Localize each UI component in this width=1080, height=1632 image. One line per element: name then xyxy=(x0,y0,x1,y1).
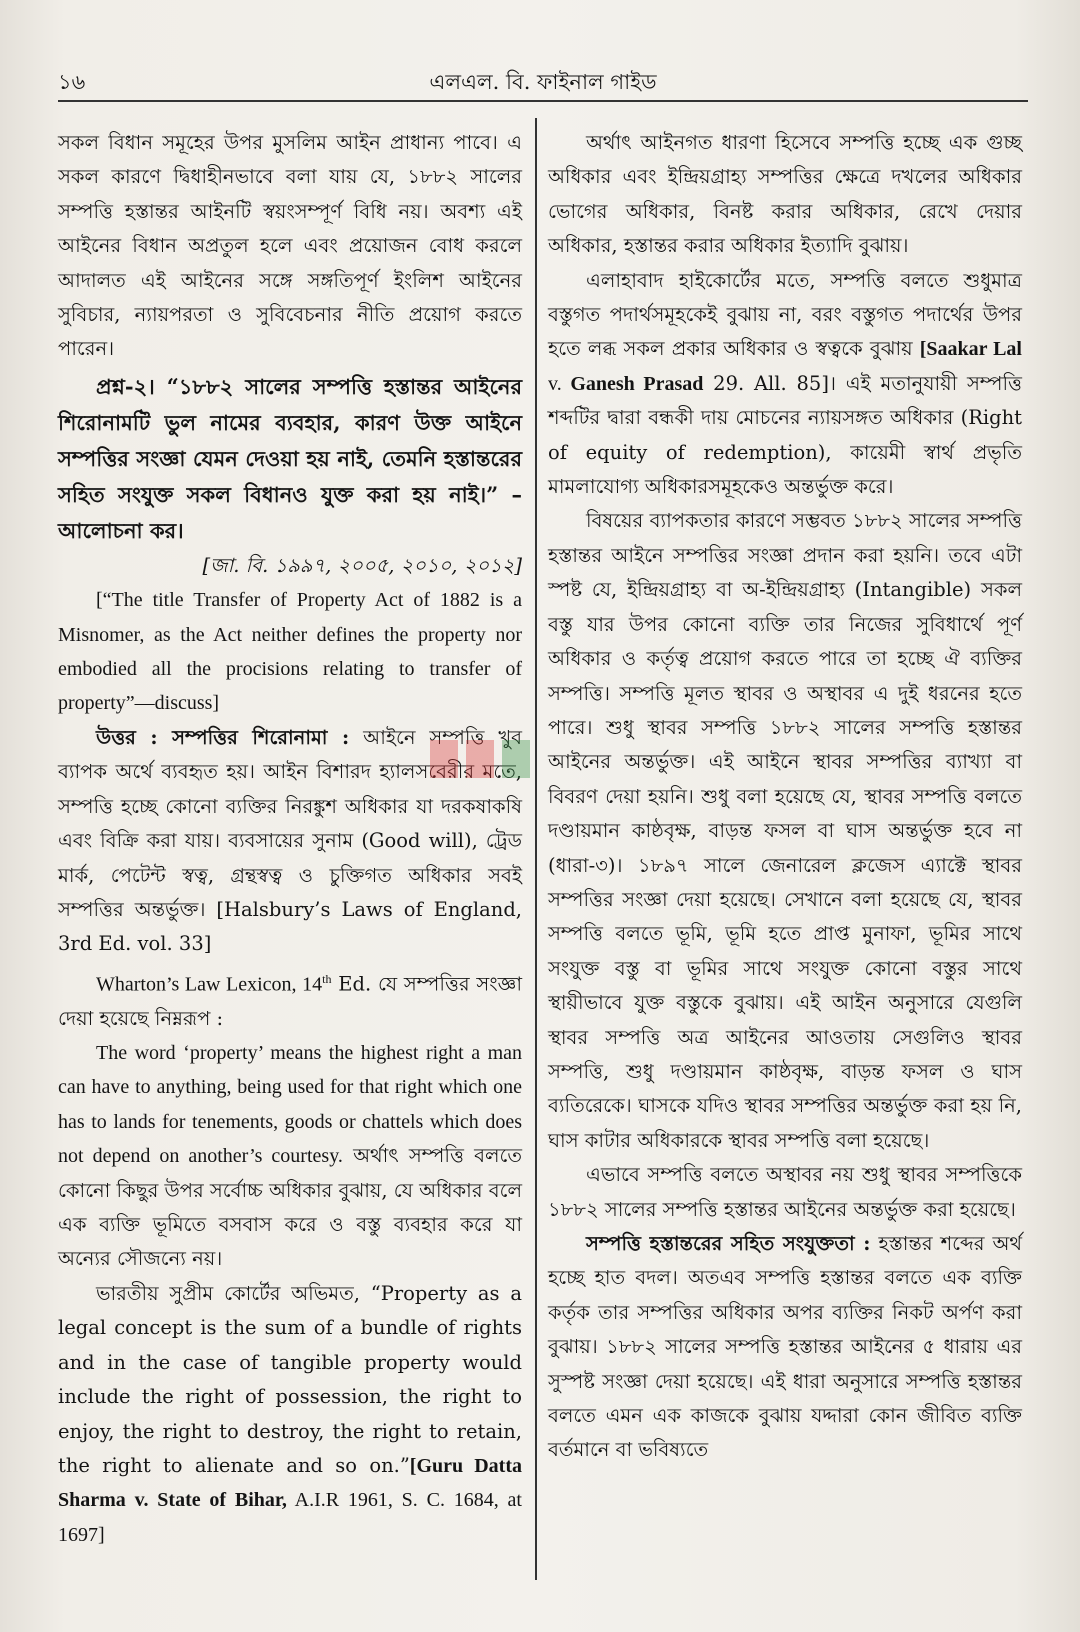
transfer-text: হস্তান্তর শব্দের অর্থ হচ্ছে হাত বদল। অতএব সম্পত্তি হস্তান্তর বলতে এক ব্যক্তি কর্তৃক তার সম্পত্তির অধিকার অপর ব্যক্তির নিকট অর্পণ করা বুঝায়। ১৮৮২ সালের সম্পত্তি হস্তান্তর আইনের ৫ ধারায় এর সুস্পষ্ট সংজ্ঞা দেয়া হয়েছে। এই ধারা অনুসারে সম্পত্তি হস্তান্তর বলতে এমন এক কাজকে বুঝায় যদ্দারা কোন জীবিত ব্যক্তি বর্তমানে বা ভবিষ্যতে xyxy=(548,1232,1022,1462)
wharton-superscript: th xyxy=(322,971,332,986)
page-number: ১৬ xyxy=(58,70,86,94)
question-reference: [জা. বি. ১৯৯৭, ২০০৫, ২০১০, ২০১২] xyxy=(202,553,522,577)
watermark-logo xyxy=(430,740,550,786)
supreme-court-paragraph xyxy=(58,1277,522,1552)
english-question: [“The title Transfer of Property Act of 1882 is a Misnomer, as the Act neither defines the property nor embodied all the procisions relating to transfer of property”—discuss] xyxy=(58,589,522,715)
right-paragraph-2 xyxy=(548,264,1022,505)
question-heading: প্রশ্ন-২। “১৮৮২ সালের সম্পত্তি হস্তান্তর আইনের শিরোনামটি ভুল নামের ব্যবহার, কারণ উক্ত আইনে সম্পত্তির সংজ্ঞা যেমন দেওয়া হয় নাই, তেমনি হস্তান্তরের সহিত সংযুক্ত সকল বিধানও যুক্ত করা হয় নাই।” –আলোচনা কর। xyxy=(58,373,522,543)
right-paragraph-3: বিষয়ের ব্যাপকতার কারণে সম্ভবত ১৮৮২ সালের সম্পত্তি হস্তান্তর আইনে সম্পত্তির সংজ্ঞা প্রদান করা হয়নি। তবে এটা স্পষ্ট যে, ইন্দ্রিয়গ্রাহ্য বা অ-ইন্দ্রিয়গ্রাহ্য (Intangible) সকল বস্তু যার উপর কোনো ব্যক্তি তার নিজের সুবিধার্থে পূর্ণ অধিকার ও কর্তৃত্ব প্রয়োগ করতে পারে তা হচ্ছে ঐ ব্যক্তির সম্পত্তি। সম্পত্তি মূলত স্থাবর ও অস্থাবর এ দুই ধরনের হতে পারে। শুধু স্থাবর সম্পত্তি ১৮৮২ সালের সম্পত্তি হস্তান্তর আইনের অন্তর্ভুক্ত। এই আইনে স্থাবর সম্পত্তির ব্যাখ্যা বা বিবরণ দেয়া হয়নি। শুধু বলা হয়েছে যে, স্থাবর সম্পত্তি বলতে দণ্ডায়মান কাষ্ঠবৃক্ষ, বাড়ন্ত ফসল বা ঘাস অন্তর্ভুক্ত হবে না (ধারা-৩)। ১৮৯৭ সালে জেনারেল ক্লজেস এ্যাক্টে স্থাবর সম্পত্তির সংজ্ঞা দেয়া হয়েছে। সেখানে বলা হয়েছে যে, স্থাবর সম্পত্তি বলতে ভূমি, ভূমি হতে প্রাপ্ত মুনাফা, ভূমির সাথে সংযুক্ত বস্তু বা ভূমির সাথে সংযুক্ত কোনো বস্তুর সাথে স্থায়ীভাবে যুক্ত বস্তুকে বুঝায়। এই আইন অনুসারে যেগুলি স্থাবর সম্পত্তি অত্র আইনের আওতায় সেগুলিও স্থাবর সম্পত্তি, শুধু দণ্ডায়মান কাষ্ঠবৃক্ষ, বাড়ন্ত ফসল ও ঘাস ব্যতিরেকে। ঘাসকে যদিও স্থাবর সম্পত্তির অন্তর্ভুক্ত করা হয় নি, ঘাস কাটার অধিকারকে স্থাবর সম্পত্তি বলা হয়েছে। xyxy=(548,509,1022,1152)
right-paragraph-5 xyxy=(548,1227,1022,1468)
column-divider xyxy=(535,118,537,1580)
definition-english: The word ‘property’ means the highest right a man can have to anything, being used for that right which one has to lands for tenements, goods or chattels which does not depend on another’s courtesy. xyxy=(58,1042,522,1168)
left-paragraph-1: সকল বিধান সমূহের উপর মুসলিম আইন প্রাধান্য পাবে। এ সকল কারণে দ্বিধাহীনভাবে বলা যায় যে, ১৮৮২ সালের সম্পত্তি হস্তান্তর আইনটি স্বয়ংসম্পূর্ণ বিধি নয়। অবশ্য এই আইনের বিধান অপ্রতুল হলে এবং প্রয়োজন বোধ করলে আদালত এই আইনের সঙ্গে সঙ্গতিপূর্ণ ইংলিশ আইনের সুবিচার, ন্যায়পরতা ও সুবিবেচনার নীতি প্রয়োগ করতে পারেন। xyxy=(58,131,522,361)
book-title: এলএল. বি. ফাইনাল গাইড xyxy=(429,70,657,94)
allahabad-text-2: 29. All. 85]। এই মতানুযায়ী সম্পত্তি শব্দটির দ্বারা বন্ধকী দায় মোচনের ন্যায়সঙ্গত অধিকার (Right of equity of redemption), কায়েমী স্বার্থ প্রভৃতি মামলাযোগ্য অধিকারসমূহকেও অন্তর্ভুক্ত করে। xyxy=(548,371,1022,499)
transfer-heading: সম্পত্তি হস্তান্তরের সহিত সংযুক্ততা : xyxy=(586,1232,871,1255)
allahabad-text: এলাহাবাদ হাইকোর্টের মতে, সম্পত্তি বলতে শুধুমাত্র বস্তুগত পদার্থসমূহকেই বুঝায় না, বরং বস্তুগত পদার্থের উপর হতে লব্ধ সকল প্রকার অধিকার ও স্বত্বকে বুঝায় xyxy=(548,268,1022,361)
wharton-paragraph xyxy=(58,962,522,1036)
definition-bengali: অর্থাৎ সম্পত্তি বলতে কোনো কিছুর উপর সর্বোচ্চ অধিকার বুঝায়, যে অধিকার বলে এক ব্যক্তি ভূমিতে বসবাস করে ও বস্তু ব্যবহার করে যা অন্যের সৌজন্যে নয়। xyxy=(58,1144,522,1271)
right-paragraph-4: এভাবে সম্পত্তি বলতে অস্থাবর নয় শুধু স্থাবর সম্পত্তিকে ১৮৮২ সালের সম্পত্তি হস্তান্তর আইনের অন্তর্ভুক্ত করা হয়েছে। xyxy=(548,1163,1022,1221)
right-column xyxy=(548,126,1022,1468)
wharton-source: Wharton’s Law Lexicon, 14 xyxy=(96,973,323,996)
page-header xyxy=(58,66,1028,102)
case-name: [Guru Datta Sharma v. State of Bihar, xyxy=(58,1454,522,1512)
definition-paragraph xyxy=(58,1036,522,1277)
case-citation: A.I.R 1961, S. C. 1684, at 1697] xyxy=(58,1489,522,1546)
left-column xyxy=(58,126,522,1552)
case-versus: v. xyxy=(548,372,571,395)
answer-text: আইনে সম্পত্তি খুব ব্যাপক অর্থে ব্যবহৃত হয়। আইন বিশারদ হ্যালসবেরীর মতে, সম্পত্তি হচ্ছে কোনো ব্যক্তির নিরঙ্কুশ অধিকার যা দরকষাকষি এবং বিক্রি করা যায়। ব্যবসায়ের সুনাম (Good will), ট্রেড মার্ক, পেটেন্ট স্বত্ব, গ্রন্থস্বত্ব ও চুক্তিগত অধিকার সবই সম্পত্তির অন্তর্ভুক্ত। [Halsbury’s Laws of England, 3rd Ed. vol. 33] xyxy=(58,725,522,956)
case-party-1: [Saakar Lal xyxy=(919,338,1022,361)
right-paragraph-1: অর্থাৎ আইনগত ধারণা হিসেবে সম্পত্তি হচ্ছে এক গুচ্ছ অধিকার এবং ইন্দ্রিয়গ্রাহ্য সম্পত্তির ক্ষেত্রে দখলের অধিকার ভোগের অধিকার, বিনষ্ট করার অধিকার, রেখে দেয়ার অধিকার, হস্তান্তর করার অধিকার ইত্যাদি বুঝায়। xyxy=(548,131,1022,258)
supreme-court-text: ভারতীয় সুপ্রীম কোর্টের অভিমত, “Property as a legal concept is the sum of a bundle of rights and in the case of tangible property would include the right of possession, the right to enjoy, the right to destroy, the right to retain, the right to alienate and so on.” xyxy=(58,1281,522,1477)
wharton-text: Ed. যে সম্পত্তির সংজ্ঞা দেয়া হয়েছে নিম্নরূপ : xyxy=(58,972,522,1030)
case-party-2: Ganesh Prasad xyxy=(570,372,704,395)
answer-label: উত্তর : সম্পত্তির শিরোনামা : xyxy=(96,725,350,749)
